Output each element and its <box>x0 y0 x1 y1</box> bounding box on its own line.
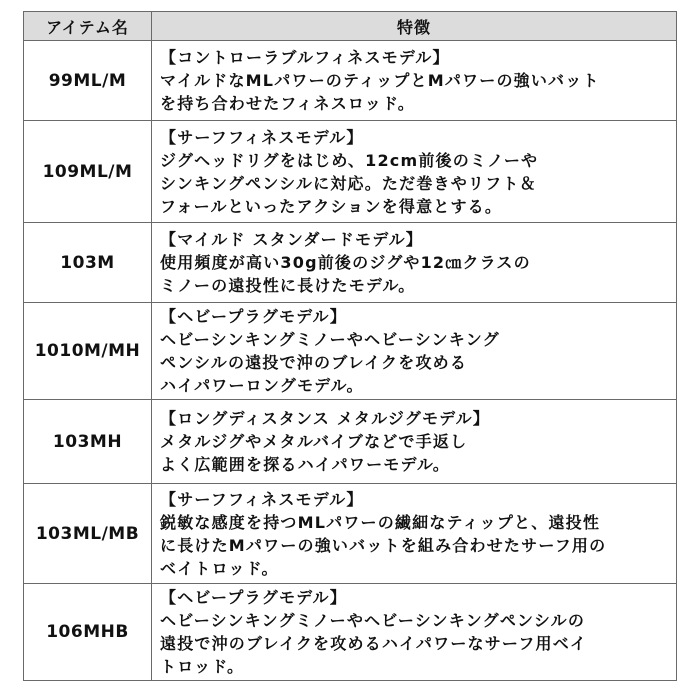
table-row <box>24 400 677 484</box>
table-row <box>24 121 677 223</box>
item-name: 103M <box>24 223 152 303</box>
item-name: 1010M/MH <box>24 303 152 400</box>
feature-line: 鋭敏な感度を持つMLパワーの繊細なティップと、遠投性 <box>160 512 601 532</box>
item-name: 109ML/M <box>24 121 152 223</box>
feature-line: ジグヘッドリグをはじめ、12cm前後のミノーや <box>160 150 539 170</box>
feature-line: ヘビーシンキングミノーやヘビーシンキング <box>160 330 500 349</box>
feature-line: よく広範囲を探るハイパワーモデル。 <box>160 455 451 474</box>
feature-line: 【マイルド スタンダードモデル】 <box>160 230 424 249</box>
header-row <box>24 12 677 41</box>
table-row <box>24 223 677 303</box>
feature-line: 使用頻度が高い30g前後のジグや12㎝クラスの <box>160 253 531 272</box>
feature-line: 【サーフフィネスモデル】 <box>160 127 364 147</box>
feature-cell <box>152 484 677 584</box>
feature-line: トロッド。 <box>160 657 245 676</box>
feature-line: 【ヘビープラグモデル】 <box>160 588 347 607</box>
header-feature: 特徴 <box>152 12 677 41</box>
feature-line: ペンシルの遠投で沖のブレイクを攻める <box>160 353 468 372</box>
feature-cell <box>152 400 677 484</box>
feature-cell <box>152 303 677 400</box>
feature-cell <box>152 584 677 681</box>
feature-line: メタルジグやメタルバイブなどで手返し <box>160 432 468 451</box>
header-item-name: アイテム名 <box>24 12 152 41</box>
feature-line: ハイパワーロングモデル。 <box>160 376 364 395</box>
feature-line: に長けたMパワーの強いバットを組み合わせたサーフ用の <box>160 535 607 555</box>
feature-cell <box>152 223 677 303</box>
item-name: 103MH <box>24 400 152 484</box>
feature-line: を持ち合わせたフィネスロッド。 <box>160 94 415 113</box>
feature-line: マイルドなMLパワーのティップとMパワーの強いバット <box>160 71 600 90</box>
feature-cell <box>152 41 677 121</box>
feature-line: 【ヘビープラグモデル】 <box>160 307 347 326</box>
feature-line: 【サーフフィネスモデル】 <box>160 489 364 509</box>
feature-line: 遠投で沖のブレイクを攻めるハイパワーなサーフ用ベイ <box>160 634 588 653</box>
table-row <box>24 41 677 121</box>
feature-line: 【ロングディスタンス メタルジグモデル】 <box>160 409 490 428</box>
item-name: 103ML/MB <box>24 484 152 584</box>
feature-line: シンキングペンシルに対応。ただ巻きやリフト＆ <box>160 173 537 193</box>
feature-line: ヘビーシンキングミノーやヘビーシンキングペンシルの <box>160 611 586 630</box>
product-spec-table <box>23 11 677 681</box>
feature-line: ベイトロッド。 <box>160 558 279 578</box>
feature-line: 【コントローラブルフィネスモデル】 <box>160 48 450 67</box>
feature-line: フォールといったアクションを得意とする。 <box>160 196 503 216</box>
item-name: 99ML/M <box>24 41 152 121</box>
table-row <box>24 484 677 584</box>
table-row <box>24 303 677 400</box>
item-name: 106MHB <box>24 584 152 681</box>
table-row <box>24 584 677 681</box>
feature-line: ミノーの遠投性に長けたモデル。 <box>160 276 416 295</box>
feature-cell <box>152 121 677 223</box>
